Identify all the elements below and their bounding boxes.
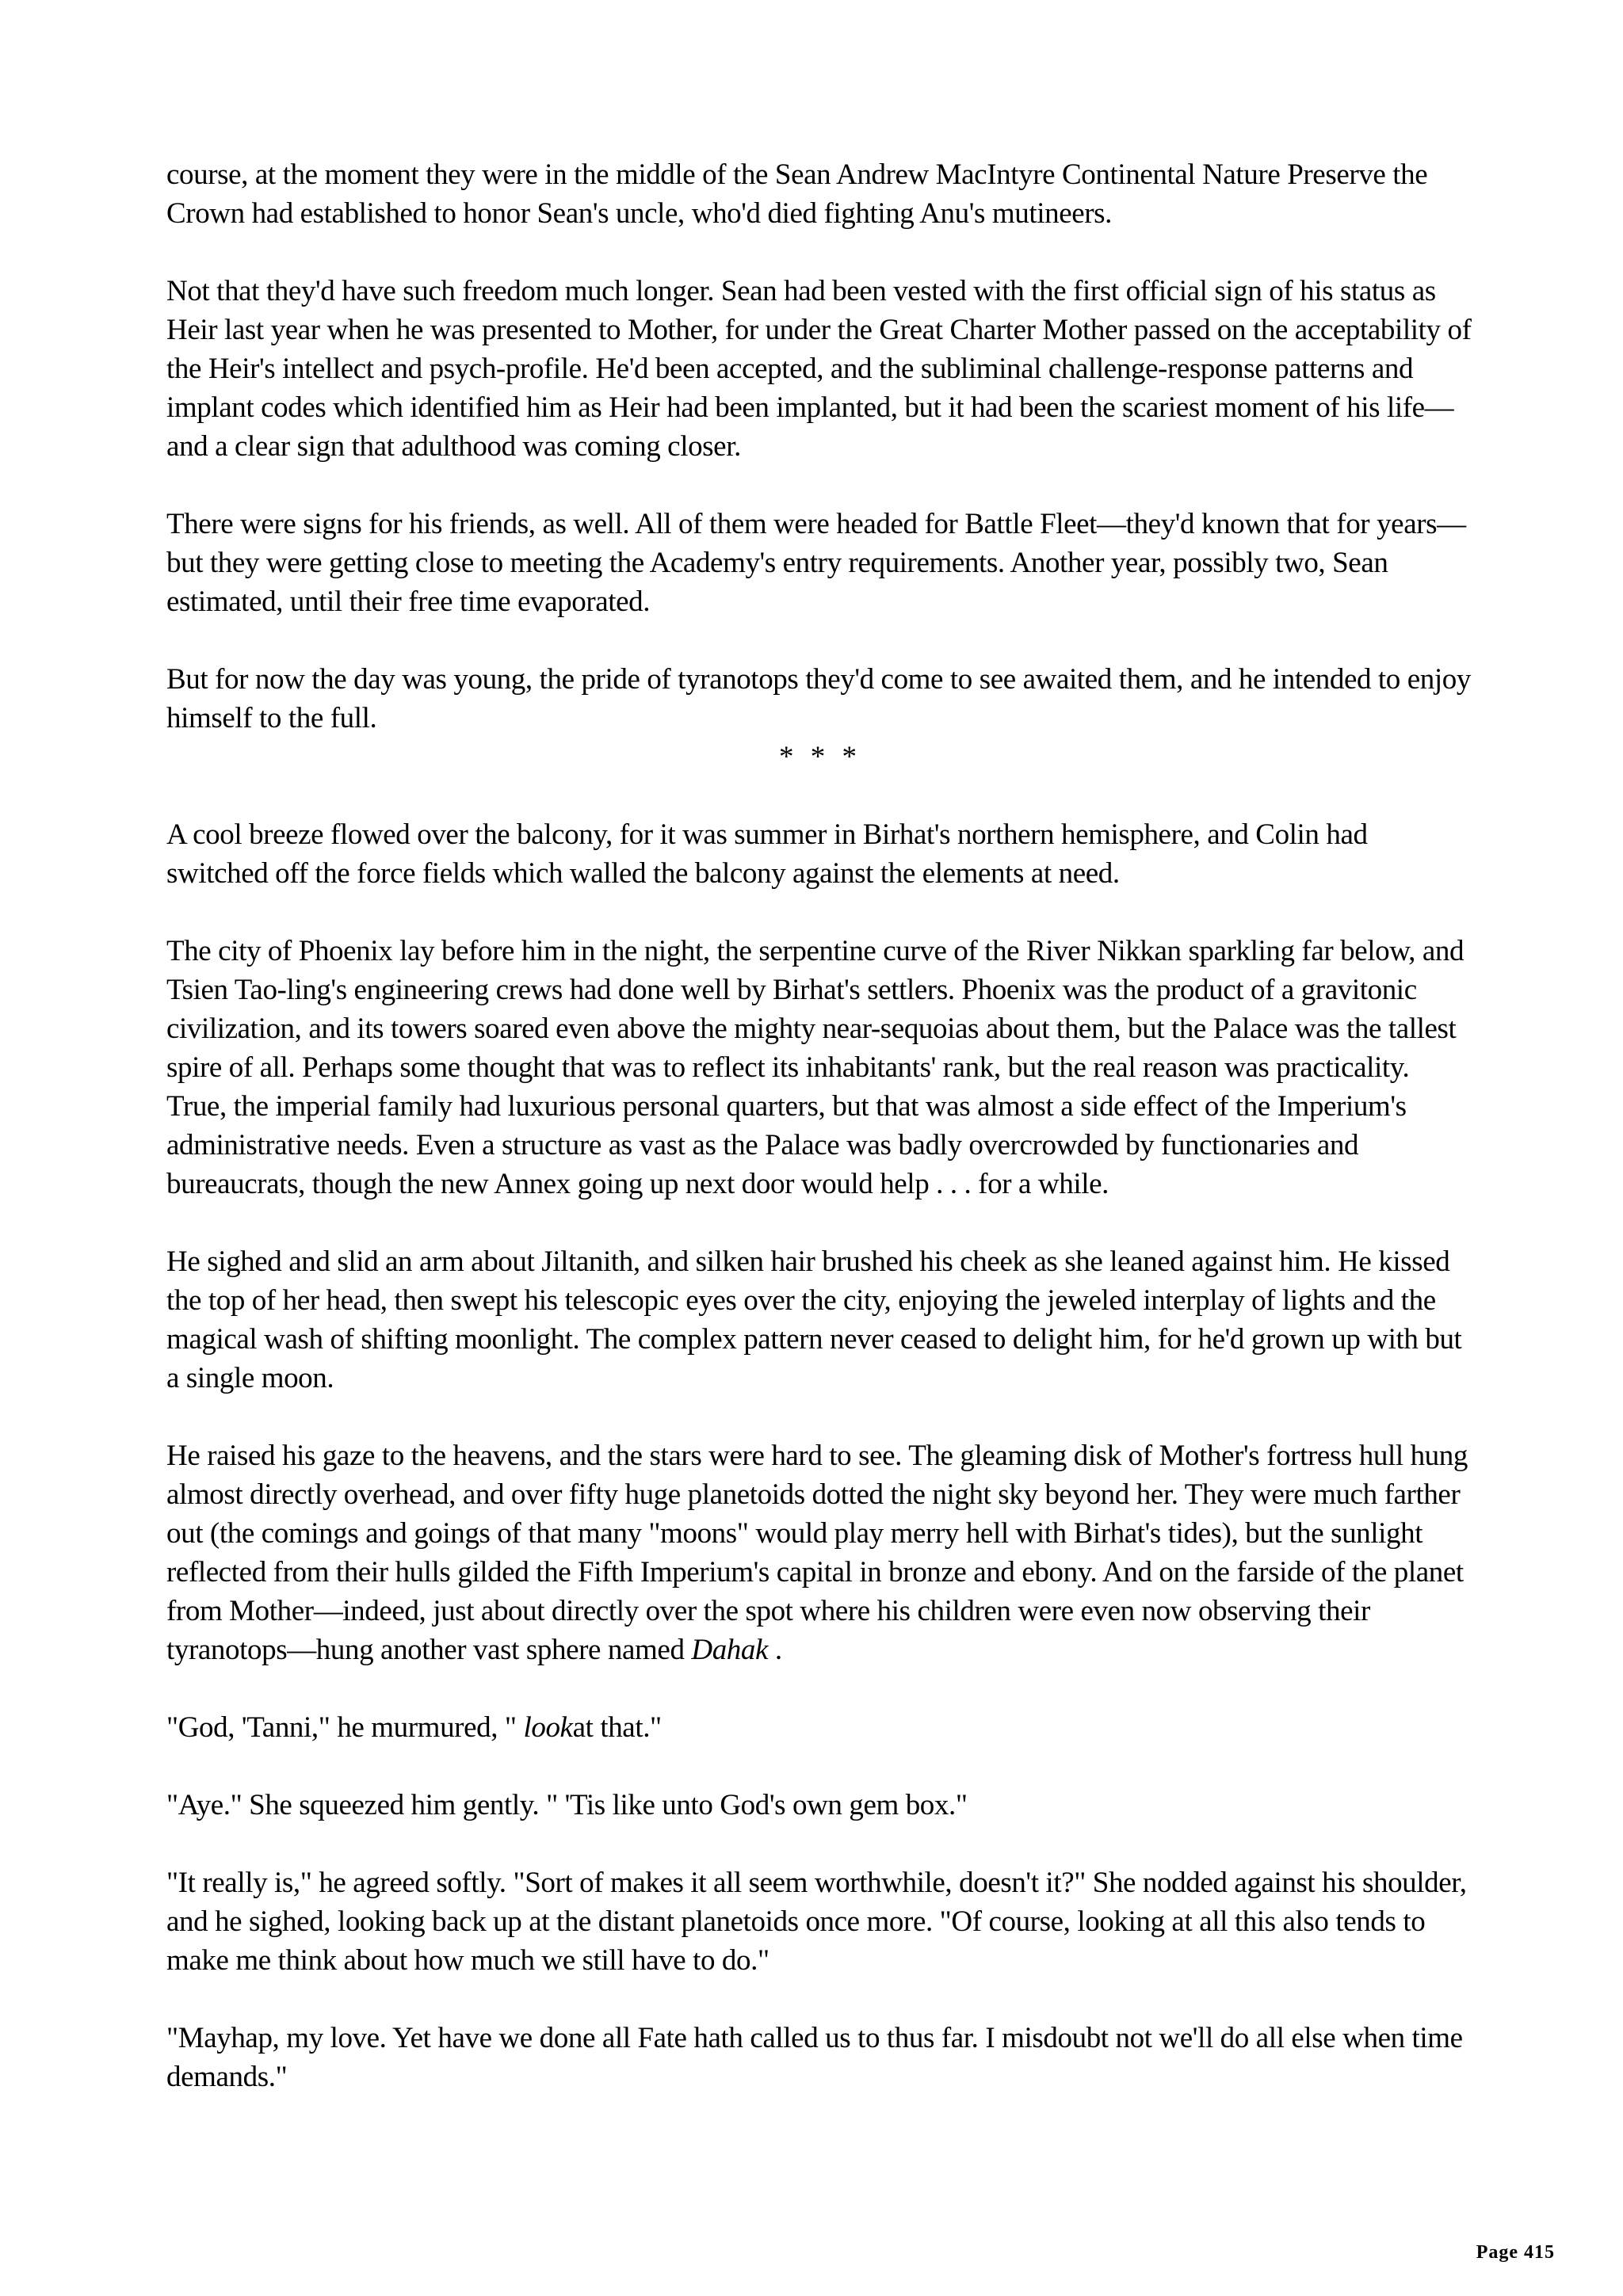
emphasis-look: look <box>523 1711 573 1744</box>
paragraph-dahak <box>166 1436 1474 1669</box>
paragraph-mayhap: "Mayhap, my love. Yet have we done all Fate hath called us to thus far. I misdoubt not we'll do all else when time demands." <box>166 2022 1463 2093</box>
ship-name-dahak: Dahak <box>691 1634 769 1666</box>
paragraph-1: course, at the moment they were in the middle of the Sean Andrew MacIntyre Continental Nature Preserve the Crown had established to honor Sean's uncle, who'd died fighting Anu's mutineers. <box>166 158 1428 230</box>
page-number: Page 415 <box>1476 2242 1555 2263</box>
paragraph-look-end: at that." <box>572 1711 662 1744</box>
scene-break: * * * <box>779 741 861 773</box>
paragraph-dahak-text: He raised his gaze to the heavens, and the stars were hard to see. The gleaming disk of Mother's fortress hull hung almost directly overhead, and over fifty huge planetoids dotted the night sky beyond her. They were much farther out (the comings and goings of that many "moons" would play merry hell with Birhat's tides), but the sunlight reflected from their hulls gilded the Fifth Imperium's capital in bronze and ebony. And on the farside of the planet from Mother—indeed, just about directly over the spot where his children were even now observing their tyranotops—hung another vast sphere named <box>166 1440 1468 1666</box>
paragraph-3: There were signs for his friends, as well. All of them were headed for Battle Fleet—they'd known that for years—but they were getting close to meeting the Academy's entry requirements. Another year, possibly two, Sean estimated, until their free time evaporated. <box>166 508 1466 618</box>
paragraph-7: He sighed and slid an arm about Jiltanith, and silken hair brushed his cheek as she leaned against him. He kissed the top of her head, then swept his telescopic eyes over the city, enjoying the jeweled interplay of lights and the magical wash of shifting moonlight. The complex pattern never ceased to delight him, for he'd grown up with but a single moon. <box>166 1245 1462 1394</box>
paragraph-4: But for now the day was young, the pride of tyranotops they'd come to see awaited them, and he intended to enjoy himself to the full. <box>166 663 1471 734</box>
paragraph-5: A cool breeze flowed over the balcony, for it was summer in Birhat's northern hemisphere, and Colin had switched off the force fields which walled the balcony against the elements at need. <box>166 818 1368 890</box>
paragraph-aye: "Aye." She squeezed him gently. " 'Tis like unto God's own gem box." <box>166 1789 968 1821</box>
paragraph-2: Not that they'd have such freedom much longer. Sean had been vested with the first official sign of his status as Heir last year when he was presented to Mother, for under the Great Charter Mother passed on the acceptability of the Heir's intellect and psych-profile. He'd been accepted, and the subliminal challenge-response patterns and implant codes which identified him as Heir had been implanted, but it had been the scariest moment of his life—and a clear sign that adulthood was coming closer. <box>166 275 1472 463</box>
document-page <box>166 155 1474 2135</box>
paragraph-dahak-end: . <box>768 1634 782 1666</box>
paragraph-6: The city of Phoenix lay before him in the night, the serpentine curve of the River Nikkan sparkling far below, and Tsien Tao-ling's engineering crews had done well by Birhat's settlers. Phoenix was the product of a gravitonic civilization, and its towers soared even above the mighty near-sequoias about them, but the Palace was the tallest spire of all. Perhaps some thought that was to reflect its inhabitants' rank, but the real reason was practicality. True, the imperial family had luxurious personal quarters, but that was almost a side effect of the Imperium's administrative needs. Even a structure as vast as the Palace was badly overcrowded by functionaries and bureaucrats, though the new Annex going up next door would help . . . for a while. <box>166 935 1465 1200</box>
paragraph-look-text: "God, 'Tanni," he murmured, " <box>166 1711 524 1744</box>
paragraph-it-really-is: "It really is," he agreed softly. "Sort of makes it all seem worthwhile, doesn't it?" She nodded against his shoulder, and he sighed, looking back up at the distant planetoids once more. "Of course, looking at all this also tends to make me think about how much we still have to do." <box>166 1867 1467 1977</box>
paragraph-look <box>166 1708 1474 1747</box>
